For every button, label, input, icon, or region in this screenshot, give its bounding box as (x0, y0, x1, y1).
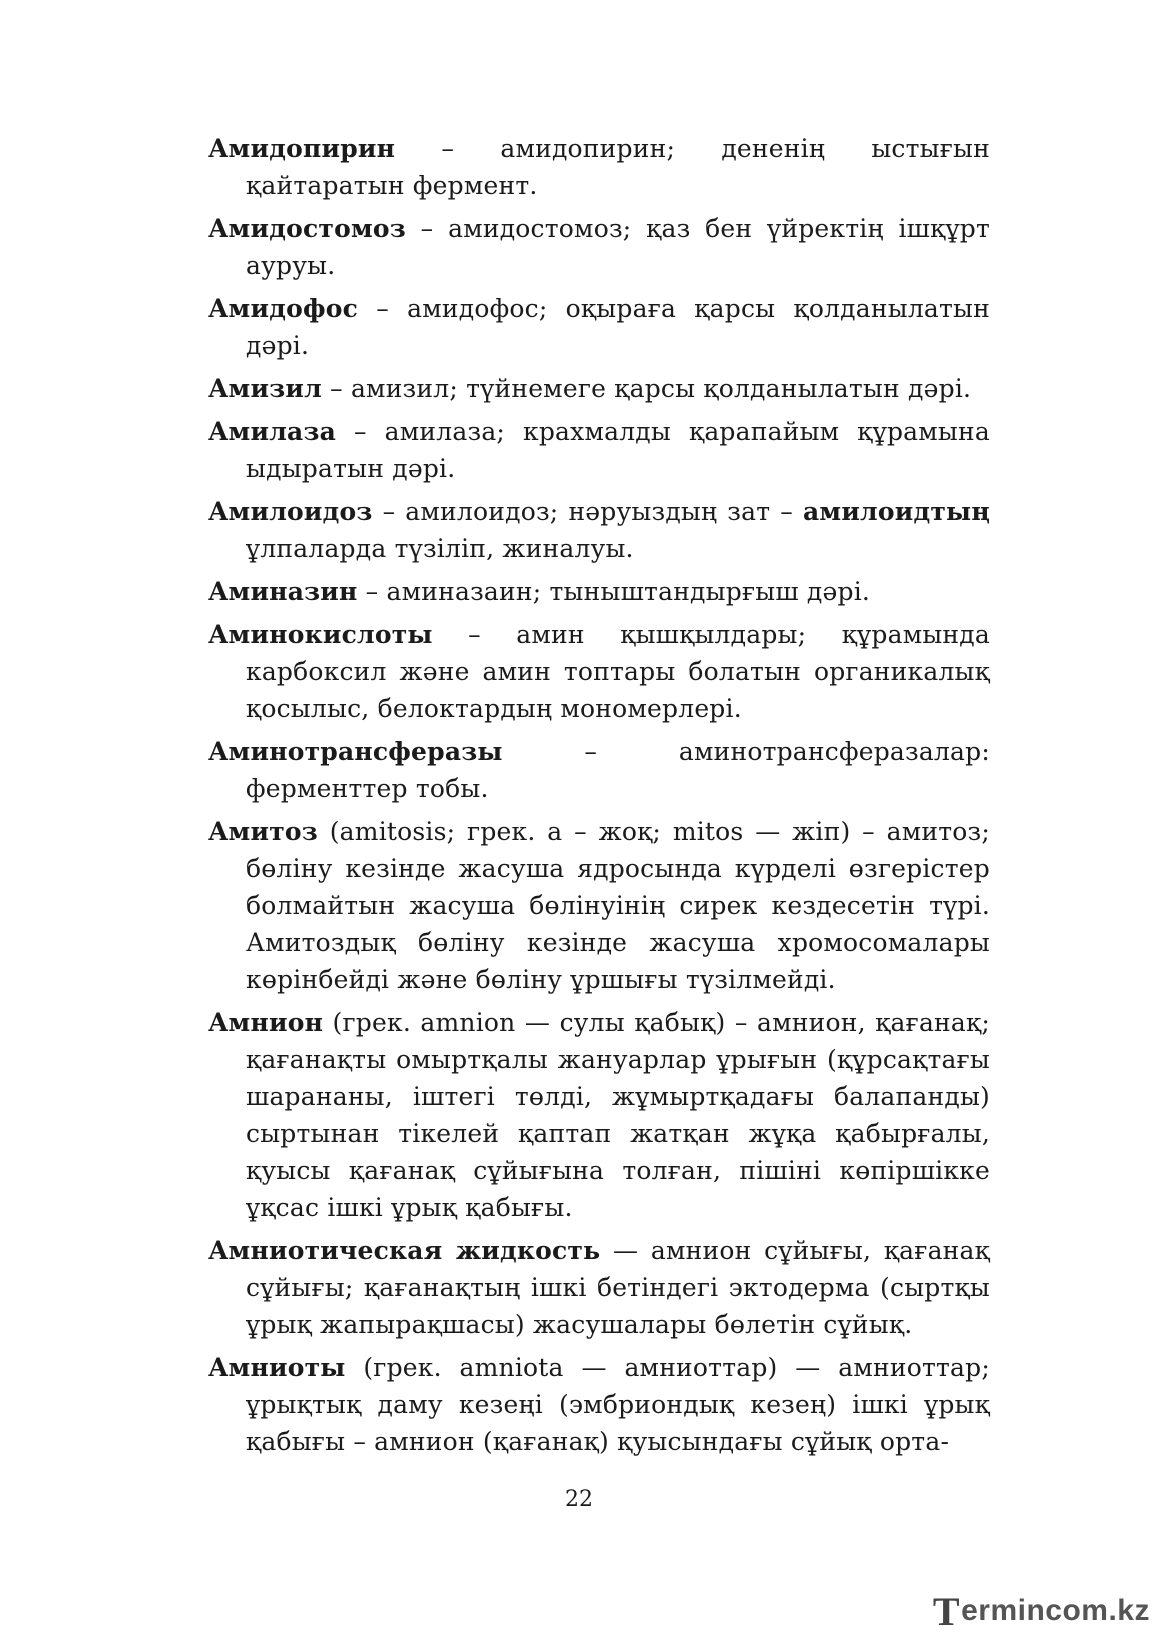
entry-definition: – аминотрансферазалар: ферменттер тобы. (246, 737, 990, 803)
entry-term: Амитоз (208, 817, 318, 846)
entry-term: Амниоты (208, 1353, 346, 1382)
entry-term: Амизил (208, 374, 322, 403)
entry-definition: – амизил; түйнемеге қарсы қолданылатын дәрі. (321, 374, 972, 403)
dictionary-entry (208, 290, 990, 364)
dictionary-entry (208, 130, 990, 204)
entry-definition: (грек. amniota — амниоттар) — амниоттар; ұрықтық даму кезеңі (эмбриондық кезең) ішкі ұрық қабығы – амнион (қағанақ) қуысындағы сұйық орта- (246, 1353, 990, 1456)
entry-term: Амилоидоз (208, 497, 373, 526)
entry-term: Амнион (208, 1008, 324, 1037)
dictionary-entry (208, 493, 990, 567)
entry-term: Амидопирин (208, 134, 396, 163)
dictionary-entry (208, 370, 990, 407)
dictionary-entry (208, 813, 990, 998)
entry-definition: – амидопирин; дененің ыстығын қайтаратын фермент. (246, 134, 990, 200)
entry-definition: – амилоидоз; нәруыздың зат – (372, 497, 803, 526)
entry-term: Амниотическая жидкость (208, 1236, 601, 1265)
dictionary-entry (208, 210, 990, 284)
dictionary-entry (208, 1349, 990, 1460)
dictionary-entry (208, 733, 990, 807)
dictionary-entry (208, 1004, 990, 1226)
dictionary-entry (208, 413, 990, 487)
entry-term: Аминазин (208, 577, 358, 606)
termincom-logo (932, 1588, 1150, 1634)
entry-definition: – амин қышқылдары; құрамында карбоксил және амин топтары болатын органикалық қосылыс, белоктардың мономерлері. (246, 620, 990, 723)
dictionary-entry (208, 1232, 990, 1343)
entry-definition: – аминазаин; тыныштандырғыш дәрі. (357, 577, 871, 606)
entry-term: Амидостомоз (208, 214, 406, 243)
entry-term: Амидофос (208, 294, 359, 323)
dictionary-entry (208, 573, 990, 610)
page-number: 22 (565, 1487, 593, 1512)
logo-domain: m.kz (1081, 1594, 1150, 1627)
entry-term: Аминотрансферазы (208, 737, 503, 766)
entry-term: Амилаза (208, 417, 336, 446)
logo-search-o: o (1062, 1594, 1082, 1627)
entry-definition: — амнион сұйығы, қағанақ сұйығы; қағанақтың ішкі бетіндегі эктодерма (сыртқы ұрық жапырақшасы) жасушалары бөлетін сұйық. (246, 1236, 990, 1339)
logo-letter-t: T (932, 1588, 961, 1634)
entry-term: Аминокислоты (208, 620, 433, 649)
entry-definition: – амидостомоз; қаз бен үйректің ішқұрт ауруы. (246, 214, 990, 280)
entry-definition: – амилаза; крахмалды қарапайым құрамына ыдыратын дәрі. (246, 417, 990, 483)
dictionary-entry (208, 616, 990, 727)
entry-definition: (грек. amnion — сулы қабық) – амнион, қағанақ; қағанақты омыртқалы жануарлар ұрығын (құрсақтағы шарананы, іштегі төлді, жұмыртқадағы балапанды) сыртынан тікелей қаптап жатқан жұқа қабырғалы, қуысы қағанақ сұйығына толған, пішіні көпіршікке ұқсас ішкі ұрық қабығы. (246, 1008, 990, 1222)
entry-bold-word: амилоидтың (803, 497, 990, 526)
entry-definition: (amitosis; грек. а – жоқ; mitos — жіп) – амитоз; бөліну кезінде жасуша ядросында күрделі өзгерістер болмайтын жасуша бөлінуінің сирек кездесетін түрі. Амитоздық бөліну кезінде жасуша хромосомалары көрінбейді және бөліну ұршығы түзілмейді. (246, 817, 990, 994)
logo-text: erminc (961, 1594, 1063, 1627)
entry-list (208, 130, 990, 1466)
entry-definition: ұлпаларда түзіліп, жиналуы. (246, 534, 634, 563)
entry-definition: – амидофос; оқыраға қарсы қолданылатын дәрі. (246, 294, 990, 360)
